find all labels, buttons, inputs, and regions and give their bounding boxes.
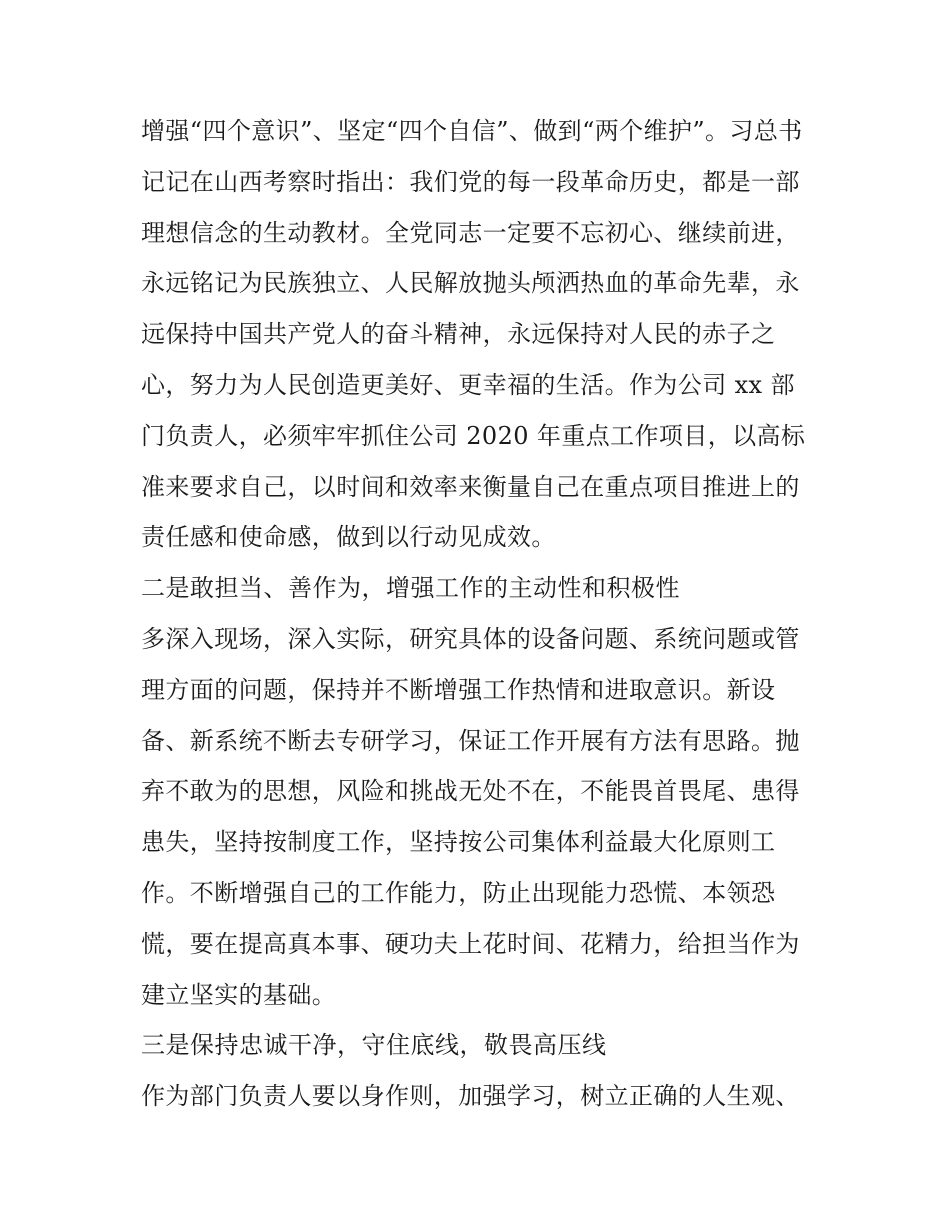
paragraph-line: 准来要求自己，以时间和效率来衡量自己在重点项目推进上的 [141, 472, 800, 501]
paragraph-line: 记记在山西考察时指出：我们党的每一段革命历史，都是一部 [141, 167, 800, 196]
paragraph-line: 建立坚实的基础。 [141, 980, 337, 1009]
paragraph-line: 作为部门负责人要以身作则，加强学习，树立正确的人生观、 [141, 1082, 800, 1111]
paragraph-line: 作。不断增强自己的工作能力，防止出现能力恐慌、本领恐 [141, 878, 776, 907]
paragraph-line: 弃不敢为的思想，风险和挑战无处不在，不能畏首畏尾、患得 [141, 777, 800, 806]
paragraph-line: 患失，坚持按制度工作，坚持按公司集体利益最大化原则工 [141, 828, 776, 857]
paragraph-line: 多深入现场，深入实际，研究具体的设备问题、系统问题或管 [141, 624, 800, 653]
paragraph-line: 永远铭记为民族独立、人民解放抛头颅洒热血的革命先辈，永 [141, 269, 800, 298]
paragraph-line: 责任感和使命感，做到以行动见成效。 [141, 523, 556, 552]
paragraph-line: 心，努力为人民创造更美好、更幸福的生活。作为公司 xx 部 [141, 370, 795, 399]
paragraph-line: 备、新系统不断去专研学习，保证工作开展有方法有思路。抛 [141, 726, 800, 755]
section-heading: 二是敢担当、善作为，增强工作的主动性和积极性 [141, 574, 680, 603]
paragraph-line: 门负责人，必须牢牢抓住公司 2020 年重点工作项目，以高标 [141, 421, 806, 450]
paragraph-line: 理想信念的生动教材。全党同志一定要不忘初心、继续前进， [141, 218, 800, 247]
paragraph-line: 理方面的问题，保持并不断增强工作热情和进取意识。新设 [141, 675, 776, 704]
paragraph-line: 增强“四个意识”、坚定“四个自信”、做到“两个维护”。习总书 [141, 117, 803, 145]
paragraph-line: 远保持中国共产党人的奋斗精神，永远保持对人民的赤子之 [141, 320, 776, 349]
body-text [141, 106, 841, 1122]
paragraph-line: 慌，要在提高真本事、硬功夫上花时间、花精力，给担当作为 [141, 929, 800, 958]
section-heading: 三是保持忠诚干净，守住底线，敬畏高压线 [141, 1031, 607, 1060]
